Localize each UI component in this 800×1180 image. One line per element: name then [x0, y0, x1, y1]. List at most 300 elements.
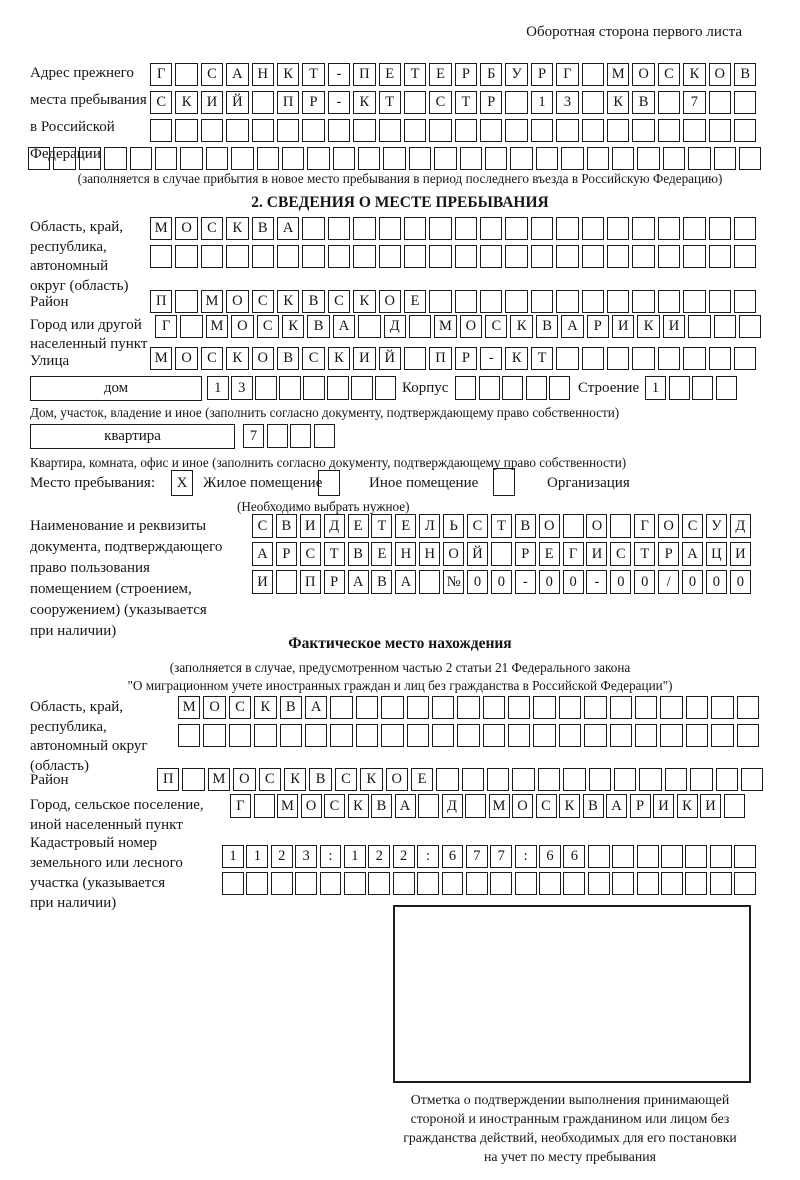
char-box[interactable]	[505, 245, 527, 268]
char-box[interactable]	[658, 217, 680, 240]
char-box[interactable]: В	[277, 347, 299, 370]
char-box[interactable]: А	[226, 63, 248, 86]
char-box[interactable]	[533, 696, 555, 719]
char-box[interactable]	[404, 91, 426, 114]
char-box[interactable]: К	[683, 63, 705, 86]
char-box[interactable]	[502, 376, 523, 400]
char-box[interactable]	[280, 724, 302, 747]
char-box[interactable]	[658, 290, 680, 313]
char-box[interactable]: 3	[556, 91, 578, 114]
char-box[interactable]: :	[515, 845, 537, 868]
char-box[interactable]	[711, 696, 733, 719]
char-box[interactable]	[734, 347, 756, 370]
char-box[interactable]: А	[252, 542, 273, 566]
char-box[interactable]	[734, 872, 756, 895]
char-box[interactable]	[480, 290, 502, 313]
char-box[interactable]	[302, 245, 324, 268]
char-box[interactable]	[584, 696, 606, 719]
char-box[interactable]	[379, 245, 401, 268]
char-box[interactable]	[710, 845, 732, 868]
char-box[interactable]	[607, 245, 629, 268]
char-box[interactable]	[658, 119, 680, 142]
char-box[interactable]: О	[632, 63, 654, 86]
char-box[interactable]	[635, 724, 657, 747]
char-box[interactable]	[587, 147, 609, 170]
char-box[interactable]	[582, 290, 604, 313]
char-box[interactable]: У	[706, 514, 727, 538]
char-box[interactable]	[277, 245, 299, 268]
char-box[interactable]	[549, 376, 570, 400]
char-box[interactable]: Н	[395, 542, 416, 566]
char-box[interactable]	[434, 147, 456, 170]
char-box[interactable]	[302, 119, 324, 142]
char-box[interactable]	[53, 147, 75, 170]
char-box[interactable]: К	[677, 794, 698, 818]
char-box[interactable]: В	[307, 315, 329, 338]
char-box[interactable]: О	[231, 315, 253, 338]
char-box[interactable]	[531, 290, 553, 313]
char-box[interactable]	[538, 768, 560, 791]
char-box[interactable]	[614, 768, 636, 791]
char-box[interactable]: Е	[539, 542, 560, 566]
char-box[interactable]	[683, 245, 705, 268]
char-box[interactable]: П	[429, 347, 451, 370]
char-box[interactable]	[417, 872, 439, 895]
char-box[interactable]	[201, 119, 223, 142]
char-box[interactable]	[559, 724, 581, 747]
char-box[interactable]: 1	[531, 91, 553, 114]
char-box[interactable]: С	[252, 514, 273, 538]
char-box[interactable]: К	[559, 794, 580, 818]
char-box[interactable]: И	[353, 347, 375, 370]
checkbox-zhiloe-pomeshchenie[interactable]: X	[171, 470, 193, 496]
char-box[interactable]: М	[178, 696, 200, 719]
char-box[interactable]: И	[663, 315, 685, 338]
char-box[interactable]: Ц	[706, 542, 727, 566]
char-box[interactable]: В	[515, 514, 536, 538]
char-box[interactable]	[226, 119, 248, 142]
char-box[interactable]	[231, 147, 253, 170]
char-box[interactable]	[229, 724, 251, 747]
char-box[interactable]: Й	[226, 91, 248, 114]
char-box[interactable]: Д	[384, 315, 406, 338]
char-box[interactable]: Л	[419, 514, 440, 538]
char-box[interactable]	[639, 768, 661, 791]
char-box[interactable]: 0	[730, 570, 751, 594]
char-box[interactable]: 1	[344, 845, 366, 868]
char-box[interactable]	[226, 245, 248, 268]
char-box[interactable]	[556, 245, 578, 268]
char-box[interactable]: 6	[563, 845, 585, 868]
char-box[interactable]: С	[335, 768, 357, 791]
char-box[interactable]: С	[682, 514, 703, 538]
char-box[interactable]: 1	[246, 845, 268, 868]
char-box[interactable]: В	[632, 91, 654, 114]
char-box[interactable]: П	[353, 63, 375, 86]
char-box[interactable]	[429, 290, 451, 313]
char-box[interactable]	[130, 147, 152, 170]
char-box[interactable]	[404, 347, 426, 370]
char-box[interactable]	[375, 376, 397, 400]
char-box[interactable]	[333, 147, 355, 170]
char-box[interactable]	[79, 147, 101, 170]
char-box[interactable]	[466, 872, 488, 895]
char-box[interactable]: 0	[539, 570, 560, 594]
char-box[interactable]: Р	[587, 315, 609, 338]
char-box[interactable]	[356, 724, 378, 747]
char-box[interactable]	[277, 119, 299, 142]
char-box[interactable]	[716, 768, 738, 791]
char-box[interactable]: 7	[243, 424, 264, 448]
char-box[interactable]: Б	[480, 63, 502, 86]
char-box[interactable]: М	[150, 347, 172, 370]
char-box[interactable]	[314, 424, 335, 448]
char-box[interactable]	[104, 147, 126, 170]
char-box[interactable]	[716, 376, 737, 400]
char-box[interactable]: И	[201, 91, 223, 114]
char-box[interactable]: 0	[634, 570, 655, 594]
char-box[interactable]	[637, 872, 659, 895]
char-box[interactable]	[404, 245, 426, 268]
char-box[interactable]: И	[700, 794, 721, 818]
char-box[interactable]: К	[607, 91, 629, 114]
char-box[interactable]: А	[395, 570, 416, 594]
char-box[interactable]	[559, 696, 581, 719]
char-box[interactable]: -	[480, 347, 502, 370]
char-box[interactable]	[267, 424, 288, 448]
char-box[interactable]: С	[536, 794, 557, 818]
char-box[interactable]	[663, 147, 685, 170]
char-box[interactable]	[709, 119, 731, 142]
char-box[interactable]	[203, 724, 225, 747]
char-box[interactable]: Р	[531, 63, 553, 86]
char-box[interactable]	[290, 424, 311, 448]
char-box[interactable]: О	[252, 347, 274, 370]
char-box[interactable]: Т	[324, 542, 345, 566]
char-box[interactable]: /	[658, 570, 679, 594]
char-box[interactable]	[582, 217, 604, 240]
char-box[interactable]	[254, 794, 275, 818]
char-box[interactable]	[455, 376, 476, 400]
char-box[interactable]: П	[150, 290, 172, 313]
char-box[interactable]	[612, 872, 634, 895]
char-box[interactable]: Г	[563, 542, 584, 566]
char-box[interactable]: Ь	[443, 514, 464, 538]
char-box[interactable]: Т	[404, 63, 426, 86]
char-box[interactable]	[739, 315, 761, 338]
char-box[interactable]: О	[226, 290, 248, 313]
char-box[interactable]	[455, 245, 477, 268]
char-box[interactable]: О	[175, 347, 197, 370]
char-box[interactable]: Р	[455, 63, 477, 86]
char-box[interactable]: Р	[455, 347, 477, 370]
char-box[interactable]: В	[280, 696, 302, 719]
char-box[interactable]	[582, 63, 604, 86]
char-box[interactable]: Г	[150, 63, 172, 86]
char-box[interactable]: Р	[276, 542, 297, 566]
char-box[interactable]	[465, 794, 486, 818]
char-box[interactable]: П	[277, 91, 299, 114]
char-box[interactable]	[607, 119, 629, 142]
char-box[interactable]: М	[277, 794, 298, 818]
char-box[interactable]	[632, 217, 654, 240]
char-box[interactable]	[393, 872, 415, 895]
char-box[interactable]: Р	[302, 91, 324, 114]
char-box[interactable]	[734, 290, 756, 313]
char-box[interactable]	[683, 217, 705, 240]
char-box[interactable]	[582, 119, 604, 142]
char-box[interactable]	[180, 147, 202, 170]
char-box[interactable]: В	[309, 768, 331, 791]
char-box[interactable]	[588, 845, 610, 868]
char-box[interactable]	[734, 845, 756, 868]
char-box[interactable]	[455, 119, 477, 142]
char-box[interactable]	[690, 768, 712, 791]
char-box[interactable]	[686, 696, 708, 719]
char-box[interactable]	[582, 347, 604, 370]
char-box[interactable]	[531, 217, 553, 240]
char-box[interactable]: С	[302, 347, 324, 370]
char-box[interactable]: К	[277, 63, 299, 86]
char-box[interactable]: Г	[230, 794, 251, 818]
char-box[interactable]: А	[561, 315, 583, 338]
char-box[interactable]	[442, 872, 464, 895]
char-box[interactable]: Т	[371, 514, 392, 538]
char-box[interactable]: Е	[395, 514, 416, 538]
char-box[interactable]: Е	[404, 290, 426, 313]
char-box[interactable]: С	[150, 91, 172, 114]
char-box[interactable]: С	[252, 290, 274, 313]
char-box[interactable]: 6	[442, 845, 464, 868]
char-box[interactable]	[709, 290, 731, 313]
char-box[interactable]	[254, 724, 276, 747]
char-box[interactable]: И	[586, 542, 607, 566]
char-box[interactable]	[28, 147, 50, 170]
char-box[interactable]: К	[226, 347, 248, 370]
char-box[interactable]: О	[203, 696, 225, 719]
char-box[interactable]	[658, 245, 680, 268]
char-box[interactable]	[429, 119, 451, 142]
char-box[interactable]	[429, 217, 451, 240]
char-box[interactable]: А	[682, 542, 703, 566]
char-box[interactable]	[480, 245, 502, 268]
char-box[interactable]	[404, 119, 426, 142]
char-box[interactable]: 7	[490, 845, 512, 868]
char-box[interactable]	[533, 724, 555, 747]
char-box[interactable]: Е	[371, 542, 392, 566]
char-box[interactable]	[485, 147, 507, 170]
char-box[interactable]	[150, 119, 172, 142]
char-box[interactable]	[305, 724, 327, 747]
char-box[interactable]: И	[653, 794, 674, 818]
char-box[interactable]: Г	[634, 514, 655, 538]
char-box[interactable]: 7	[683, 91, 705, 114]
char-box[interactable]: В	[371, 570, 392, 594]
char-box[interactable]: М	[206, 315, 228, 338]
char-box[interactable]: Д	[730, 514, 751, 538]
char-box[interactable]	[429, 245, 451, 268]
char-box[interactable]	[257, 147, 279, 170]
char-box[interactable]	[658, 91, 680, 114]
char-box[interactable]: Е	[379, 63, 401, 86]
char-box[interactable]	[709, 245, 731, 268]
char-box[interactable]: Е	[429, 63, 451, 86]
char-box[interactable]	[531, 119, 553, 142]
char-box[interactable]	[658, 347, 680, 370]
char-box[interactable]	[508, 724, 530, 747]
char-box[interactable]	[353, 245, 375, 268]
char-box[interactable]	[328, 245, 350, 268]
char-box[interactable]	[487, 768, 509, 791]
char-box[interactable]: К	[277, 290, 299, 313]
char-box[interactable]	[610, 514, 631, 538]
char-box[interactable]: -	[586, 570, 607, 594]
char-box[interactable]: 0	[706, 570, 727, 594]
char-box[interactable]	[582, 91, 604, 114]
char-box[interactable]: К	[284, 768, 306, 791]
char-box[interactable]: Р	[658, 542, 679, 566]
char-box[interactable]	[255, 376, 277, 400]
char-box[interactable]	[737, 696, 759, 719]
char-box[interactable]: А	[277, 217, 299, 240]
char-box[interactable]	[685, 872, 707, 895]
char-box[interactable]: О	[379, 290, 401, 313]
char-box[interactable]: Т	[634, 542, 655, 566]
char-box[interactable]	[709, 91, 731, 114]
char-box[interactable]: Т	[455, 91, 477, 114]
char-box[interactable]	[661, 845, 683, 868]
char-box[interactable]: 0	[682, 570, 703, 594]
char-box[interactable]: Р	[324, 570, 345, 594]
char-box[interactable]: :	[417, 845, 439, 868]
char-box[interactable]	[480, 119, 502, 142]
char-box[interactable]	[455, 217, 477, 240]
char-box[interactable]	[637, 147, 659, 170]
char-box[interactable]: К	[353, 290, 375, 313]
char-box[interactable]: В	[583, 794, 604, 818]
char-box[interactable]	[714, 315, 736, 338]
char-box[interactable]	[246, 872, 268, 895]
char-box[interactable]: В	[348, 542, 369, 566]
char-box[interactable]: С	[201, 63, 223, 86]
char-box[interactable]	[327, 376, 349, 400]
char-box[interactable]: 0	[610, 570, 631, 594]
char-box[interactable]: В	[276, 514, 297, 538]
char-box[interactable]	[491, 542, 512, 566]
char-box[interactable]: Р	[515, 542, 536, 566]
char-box[interactable]	[510, 147, 532, 170]
char-box[interactable]	[512, 768, 534, 791]
char-box[interactable]	[739, 147, 761, 170]
char-box[interactable]	[353, 217, 375, 240]
char-box[interactable]	[635, 696, 657, 719]
char-box[interactable]	[610, 696, 632, 719]
char-box[interactable]	[734, 245, 756, 268]
char-box[interactable]: М	[489, 794, 510, 818]
char-box[interactable]	[741, 768, 763, 791]
char-box[interactable]: О	[539, 514, 560, 538]
char-box[interactable]	[356, 696, 378, 719]
char-box[interactable]: О	[301, 794, 322, 818]
char-box[interactable]	[505, 91, 527, 114]
char-box[interactable]	[381, 724, 403, 747]
char-box[interactable]	[683, 290, 705, 313]
char-box[interactable]: М	[201, 290, 223, 313]
char-box[interactable]	[539, 872, 561, 895]
char-box[interactable]	[479, 376, 500, 400]
char-box[interactable]	[637, 845, 659, 868]
char-box[interactable]	[279, 376, 301, 400]
char-box[interactable]: Й	[379, 347, 401, 370]
char-box[interactable]: К	[505, 347, 527, 370]
char-box[interactable]: С	[485, 315, 507, 338]
char-box[interactable]	[561, 147, 583, 170]
char-box[interactable]	[409, 147, 431, 170]
char-box[interactable]	[328, 119, 350, 142]
char-box[interactable]	[282, 147, 304, 170]
char-box[interactable]	[432, 724, 454, 747]
char-box[interactable]	[556, 119, 578, 142]
char-box[interactable]: К	[282, 315, 304, 338]
char-box[interactable]: 1	[222, 845, 244, 868]
char-box[interactable]	[734, 91, 756, 114]
char-box[interactable]	[531, 245, 553, 268]
char-box[interactable]	[252, 119, 274, 142]
char-box[interactable]	[688, 315, 710, 338]
char-box[interactable]	[661, 872, 683, 895]
char-box[interactable]: В	[536, 315, 558, 338]
char-box[interactable]	[351, 376, 373, 400]
char-box[interactable]	[589, 768, 611, 791]
char-box[interactable]	[526, 376, 547, 400]
char-box[interactable]: С	[610, 542, 631, 566]
char-box[interactable]	[344, 872, 366, 895]
char-box[interactable]: Р	[630, 794, 651, 818]
char-box[interactable]: С	[229, 696, 251, 719]
char-box[interactable]	[660, 724, 682, 747]
char-box[interactable]: Г	[155, 315, 177, 338]
char-box[interactable]	[536, 147, 558, 170]
char-box[interactable]: -	[515, 570, 536, 594]
char-box[interactable]	[379, 119, 401, 142]
char-box[interactable]	[483, 696, 505, 719]
char-box[interactable]: В	[371, 794, 392, 818]
char-box[interactable]	[563, 768, 585, 791]
char-box[interactable]	[358, 147, 380, 170]
char-box[interactable]	[632, 245, 654, 268]
char-box[interactable]	[683, 347, 705, 370]
char-box[interactable]	[175, 63, 197, 86]
char-box[interactable]	[584, 724, 606, 747]
char-box[interactable]	[582, 245, 604, 268]
char-box[interactable]: А	[395, 794, 416, 818]
char-box[interactable]: Г	[556, 63, 578, 86]
char-box[interactable]: С	[259, 768, 281, 791]
char-box[interactable]	[692, 376, 713, 400]
char-box[interactable]: С	[658, 63, 680, 86]
char-box[interactable]: О	[233, 768, 255, 791]
char-box[interactable]: О	[460, 315, 482, 338]
char-box[interactable]	[178, 724, 200, 747]
char-box[interactable]	[303, 376, 325, 400]
char-box[interactable]: Н	[419, 542, 440, 566]
char-box[interactable]: П	[157, 768, 179, 791]
char-box[interactable]	[669, 376, 690, 400]
char-box[interactable]	[515, 872, 537, 895]
char-box[interactable]	[182, 768, 204, 791]
char-box[interactable]	[607, 217, 629, 240]
char-box[interactable]	[271, 872, 293, 895]
